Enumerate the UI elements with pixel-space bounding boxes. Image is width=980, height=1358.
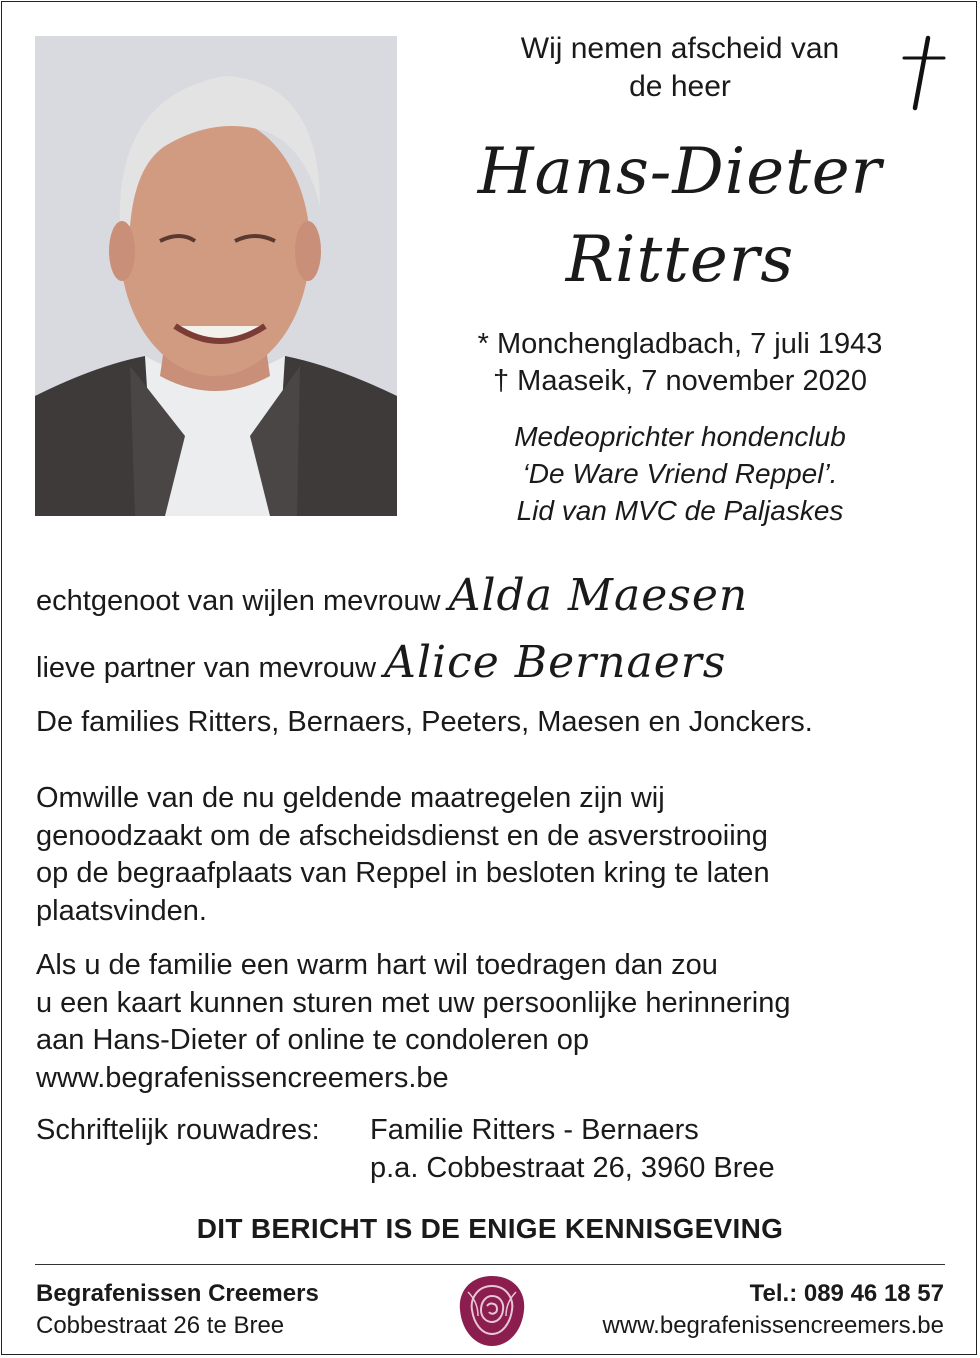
intro-line-1: Wij nemen afscheid van xyxy=(520,32,840,65)
company-street: Cobbestraat 26 te Bree xyxy=(36,1312,285,1339)
paragraph-line: u een kaart kunnen sturen met uw persoonlijke herinnering xyxy=(36,986,791,1019)
paragraph-line: Omwille van de nu geldende maatregelen zijn wij xyxy=(36,782,665,814)
cross-icon xyxy=(898,32,948,112)
company-name: Begrafenissen Creemers xyxy=(36,1280,319,1307)
intro-line-2: de heer xyxy=(629,70,731,103)
partner-prefix: lieve partner van mevrouw xyxy=(36,652,377,684)
paragraph-line: plaatsvinden. xyxy=(36,894,207,927)
deceased-first-name: Hans-Dieter xyxy=(477,135,883,209)
death-date: † Maaseik, 7 november 2020 xyxy=(493,365,867,397)
partner-name: Alice Bernaers xyxy=(384,637,727,688)
address-label: Schriftelijk rouwadres: xyxy=(36,1114,320,1146)
families-line: De families Ritters, Bernaers, Peeters, Maesen en Jonckers. xyxy=(36,706,813,738)
club-line-3: Lid van MVC de Paljaskes xyxy=(516,495,844,526)
portrait-photo xyxy=(35,36,397,516)
notice-heading: DIT BERICHT IS DE ENIGE KENNISGEVING xyxy=(196,1213,784,1244)
paragraph-condolences xyxy=(36,947,936,1097)
address-line-1: Familie Ritters - Bernaers xyxy=(370,1114,699,1146)
club-line-1: Medeoprichter hondenclub xyxy=(514,421,846,452)
footer-website-link[interactable]: www.begrafenissencreemers.be xyxy=(602,1312,944,1339)
paragraph-arrangements xyxy=(36,780,936,930)
divider xyxy=(35,1264,945,1265)
website-link[interactable]: www.begrafenissencreemers.be xyxy=(36,1061,449,1094)
paragraph-line: Als u de familie een warm hart wil toedragen dan zou xyxy=(36,949,718,981)
birth-date: * Monchengladbach, 7 juli 1943 xyxy=(477,328,883,360)
address-line-2: p.a. Cobbestraat 26, 3960 Bree xyxy=(370,1152,775,1184)
phone-number: Tel.: 089 46 18 57 xyxy=(749,1280,944,1307)
paragraph-line: genoodzaakt om de afscheidsdienst en de asverstrooiing xyxy=(36,819,768,852)
partner-line xyxy=(36,637,726,688)
rose-logo-icon xyxy=(456,1272,528,1350)
club-line-2: ‘De Ware Vriend Reppel’. xyxy=(522,458,838,489)
spouse-name: Alda Maesen xyxy=(448,570,749,621)
deceased-last-name: Ritters xyxy=(565,223,795,297)
spouse-line xyxy=(36,570,748,621)
paragraph-line: aan Hans-Dieter of online te condoleren op xyxy=(36,1024,589,1056)
spouse-prefix: echtgenoot van wijlen mevrouw xyxy=(36,585,441,617)
paragraph-line: op de begraafplaats van Reppel in besloten kring te laten xyxy=(36,857,770,889)
